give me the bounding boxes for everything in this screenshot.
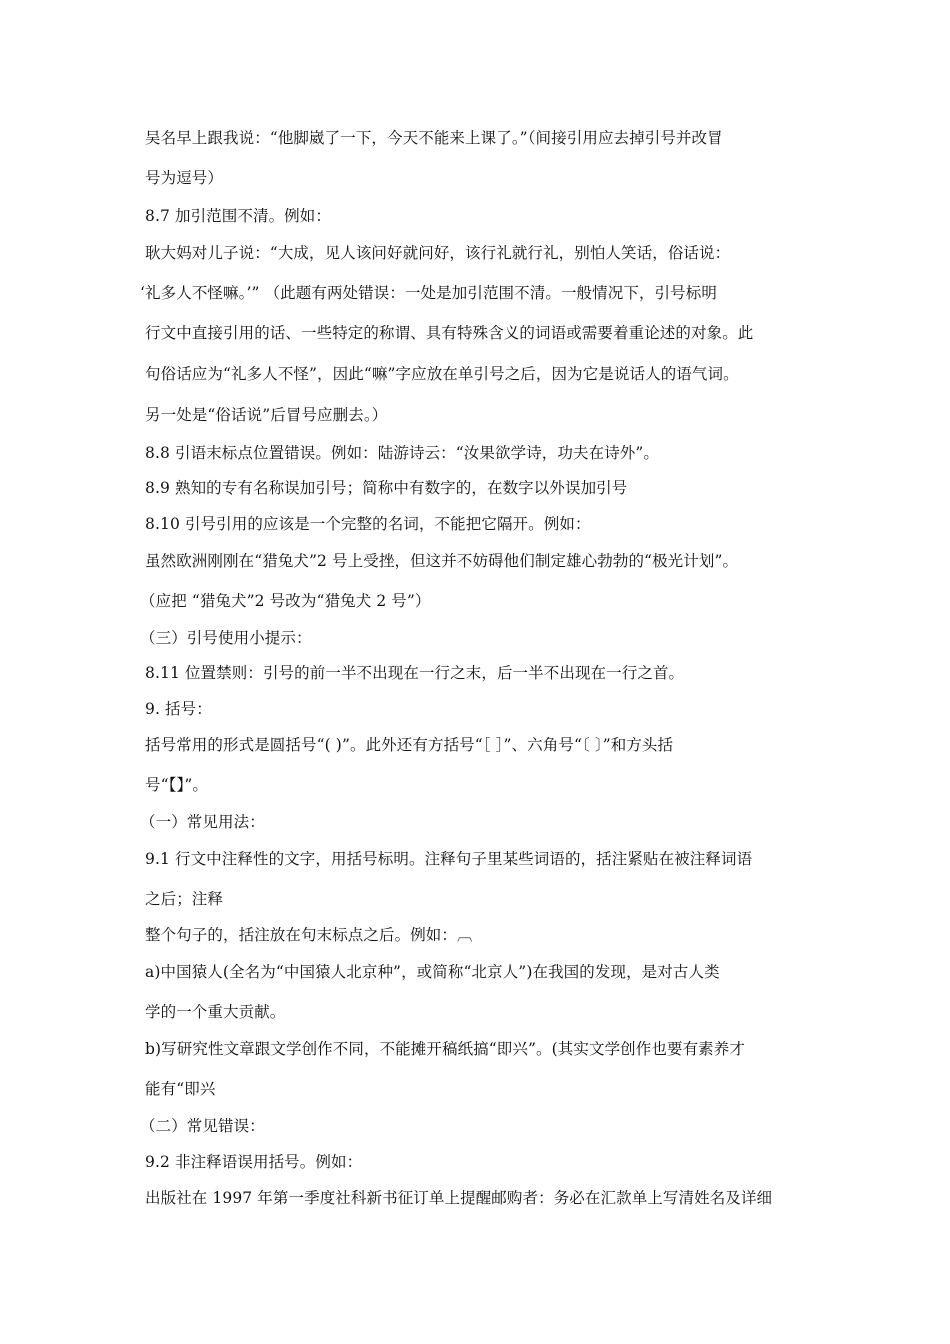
text-line: 号为逗号） (145, 169, 224, 187)
text-line: 另一处是“俗话说”后冒号应删去。） (145, 406, 388, 424)
text-line: 之后；注释 (145, 890, 224, 908)
text-line: a)中国猿人(全名为“中国猿人北京种”，或简称“北京人”)在我国的发现，是对古人类 (145, 963, 720, 981)
section-heading: （一）常见用法： (140, 813, 265, 831)
text-line: 8.11 位置禁则：引号的前一半不出现在一行之末，后一半不出现在一行之首。 (145, 664, 685, 682)
text-line: 9.1 行文中注释性的文字，用括号标明。注释句子里某些词语的，括注紧贴在被注释词语 (145, 850, 753, 868)
text-line: 学的一个重大贡献。 (145, 1003, 286, 1021)
text-line: ‘礼多人不怪嘛。’” （此题有两处错误：一处是加引范围不清。一般情况下，引号标明 (140, 284, 717, 302)
text-line: 出版社在 1997 年第一季度社科新书征订单上提醒邮购者：务必在汇款单上写清姓名及详细 (145, 1189, 773, 1207)
text-line: 8.7 加引范围不清。例如： (145, 207, 331, 225)
text-line: 9.2 非注释语误用括号。例如： (145, 1153, 363, 1171)
text-line: 耿大妈对儿子说：“大成，见人该问好就问好，该行礼就行礼，别怕人笑话，俗话说： (145, 244, 731, 262)
text-line: 吴名早上跟我说：“他脚崴了一下，今天不能来上课了。”（间接引用应去掉引号并改冒 (145, 129, 723, 147)
text-line: 能有“即兴 (145, 1080, 216, 1098)
text-line: 整个句子的，括注放在句末标点之后。例如：︹ (145, 926, 473, 944)
section-heading: （二）常见错误： (140, 1117, 265, 1135)
text-line: 8.9 熟知的专有名称误加引号；简称中有数字的，在数字以外误加引号 (145, 479, 628, 497)
text-line: 行文中直接引用的话、一些特定的称谓、具有特殊含义的词语或需要着重论述的对象。此 (145, 324, 754, 342)
text-line: 8.10 引号引用的应该是一个完整的名词，不能把它隔开。例如： (145, 515, 591, 533)
text-line: 句俗话应为“礼多人不怪”，因此“嘛”字应放在单引号之后，因为它是说话人的语气词。 (145, 365, 739, 383)
section-heading: （三）引号使用小提示： (140, 629, 312, 647)
section-heading: 9. 括号： (145, 700, 212, 718)
text-line: （应把 “猎兔犬”2 号改为“猎兔犬 2 号”） (140, 592, 431, 610)
text-line: 号“【】”。 (145, 776, 208, 794)
text-line: 括号常用的形式是圆括号“( )”。此外还有方括号“［ ］”、六角号“〔 〕”和方头括 (145, 736, 674, 754)
text-line: 虽然欧洲刚刚在“猎兔犬”2 号上受挫，但这并不妨碍他们制定雄心勃勃的“极光计划”。 (145, 552, 739, 570)
text-line: b)写研究性文章跟文学创作不同，不能摊开稿纸搞“即兴”。(其实文学创作也要有素养才 (145, 1040, 745, 1058)
text-line: 8.8 引语末标点位置错误。例如：陆游诗云：“汝果欲学诗，功夫在诗外”。 (145, 444, 660, 462)
